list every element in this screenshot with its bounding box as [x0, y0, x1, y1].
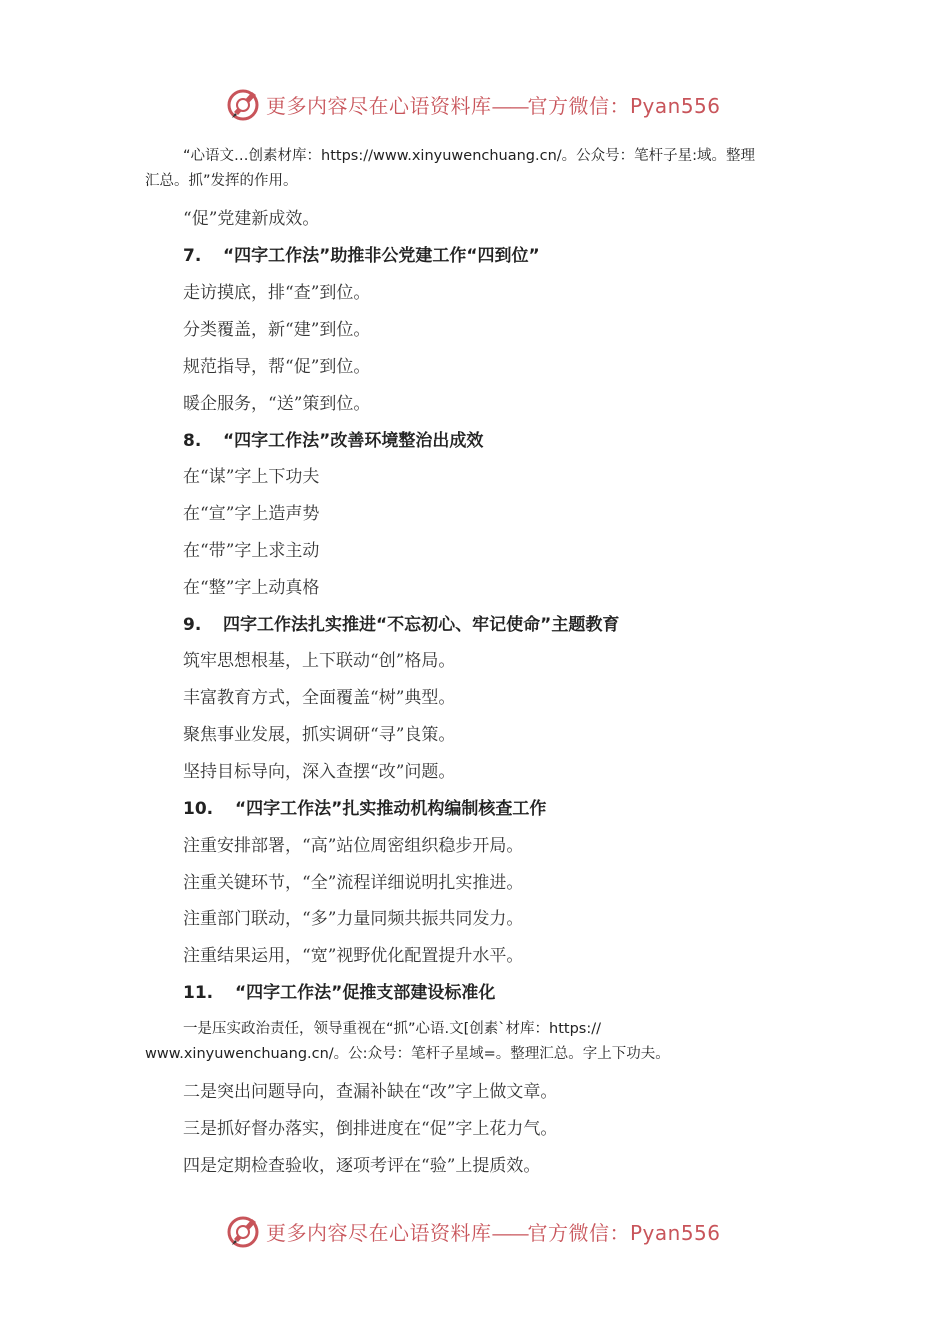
paragraph-line: 汇总。抓”发挥的作用。 — [145, 173, 298, 189]
list-item: 坚持目标导向，深入查摆“改”问题。 — [183, 762, 456, 782]
list-item: 注重部门联动，“多”力量同频共振共同发力。 — [183, 909, 524, 929]
list-item: 在“谋”字上下功夫 — [183, 467, 320, 487]
list-item: 分类覆盖，新“建”到位。 — [183, 320, 371, 340]
list-item: 聚焦事业发展，抓实调研“寻”良策。 — [183, 725, 456, 745]
banner-text: 更多内容尽在心语资料库——官方微信：Pyan556 — [266, 93, 721, 118]
section-heading: 11. “四字工作法”促推支部建设标准化 — [183, 983, 496, 1003]
header-banner — [226, 84, 726, 124]
list-item: 走访摸底，排“查”到位。 — [183, 283, 371, 303]
footer-banner — [226, 1211, 726, 1251]
pen-logo-icon — [226, 1213, 262, 1249]
list-item: 注重结果运用，“宽”视野优化配置提升水平。 — [183, 946, 524, 966]
list-item: 在“整”字上动真格 — [183, 578, 320, 598]
paragraph-line: “心语文…创素材库：https://www.xinyuwenchuang.cn/。公众号：笔杆子星:域。整理 — [183, 148, 756, 164]
list-item: 筑牢思想根基，上下联动“创”格局。 — [183, 651, 456, 671]
section-heading: 9. 四字工作法扎实推进“不忘初心、牢记使命”主题教育 — [183, 615, 620, 635]
paragraph-line: www.xinyuwenchuang.cn/。公:众号：笔杆子星域=。整理汇总。字上下功夫。 — [145, 1046, 670, 1062]
list-item: 三是抓好督办落实，倒排进度在“促”字上花力气。 — [183, 1119, 558, 1139]
list-item: 注重关键环节，“全”流程详细说明扎实推进。 — [183, 873, 524, 893]
list-item: 丰富教育方式，全面覆盖“树”典型。 — [183, 688, 456, 708]
pen-logo-icon — [226, 86, 262, 122]
list-item: 规范指导，帮“促”到位。 — [183, 357, 371, 377]
section-heading: 8. “四字工作法”改善环境整治出成效 — [183, 431, 484, 451]
list-item: 暖企服务，“送”策到位。 — [183, 394, 371, 414]
paragraph: “促”党建新成效。 — [183, 209, 320, 229]
section-heading: 7. “四字工作法”助推非公党建工作“四到位” — [183, 246, 540, 266]
list-item: 二是突出问题导向，查漏补缺在“改”字上做文章。 — [183, 1082, 558, 1102]
list-item: 注重安排部署，“高”站位周密组织稳步开局。 — [183, 836, 524, 856]
list-item: 四是定期检查验收，逐项考评在“验”上提质效。 — [183, 1156, 541, 1176]
list-item: 在“宣”字上造声势 — [183, 504, 320, 524]
banner-text: 更多内容尽在心语资料库——官方微信：Pyan556 — [266, 1220, 721, 1245]
paragraph-line: 一是压实政治责任，领导重视在“抓”心语.文[创素`材库：https:// — [183, 1021, 602, 1037]
section-heading: 10. “四字工作法”扎实推动机构编制核查工作 — [183, 799, 547, 819]
list-item: 在“带”字上求主动 — [183, 541, 320, 561]
